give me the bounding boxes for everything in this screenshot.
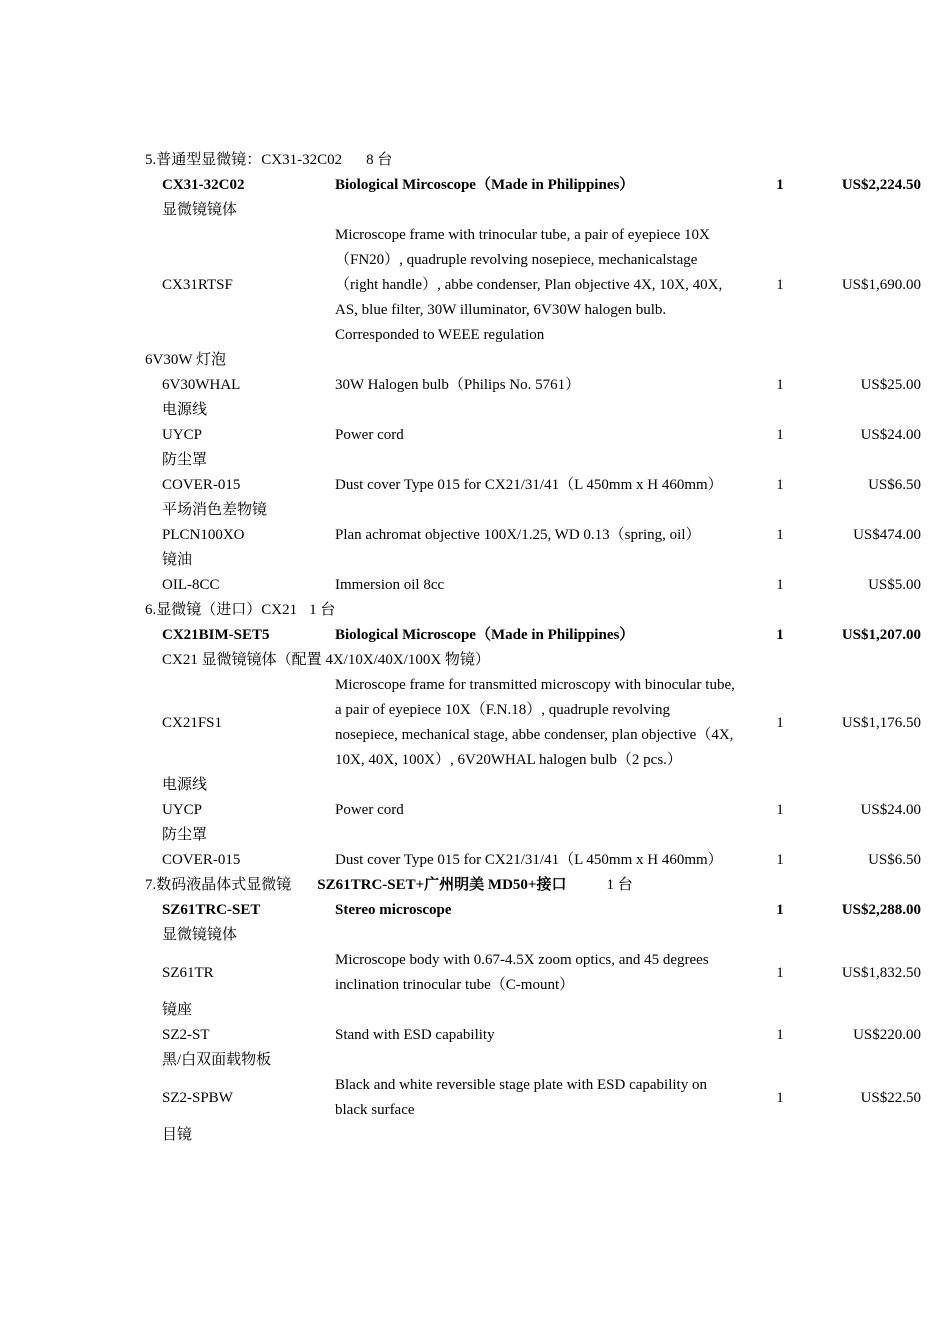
item-row (0, 373, 950, 398)
item-price: US$6.50 (868, 852, 921, 868)
main-item-row (0, 173, 950, 198)
item-row (0, 1073, 950, 1123)
item-cn-label: 显微镜镜体 (162, 927, 238, 943)
item-desc: Microscope frame with trinocular tube, a pair of eyepiece 10X（FN20）, quadruple revolving nosepiece, mechanicalstage（right handle）, abbe condenser, Plan objective 4X, 10X, 40X, AS, blue filter, 30W illuminator, 6V30W halogen bulb. Corresponded to WEEE regulation (335, 227, 723, 343)
item-cn-label: 防尘罩 (162, 452, 208, 468)
item-desc: Biological Mircoscope（Made in Philippines） (335, 177, 635, 193)
item-qty: 1 (776, 477, 784, 493)
item-code: CX21BIM-SET5 (162, 627, 270, 643)
item-desc: Microscope body with 0.67-4.5X zoom optics, and 45 degrees inclination trinocular tube（C-mount） (335, 952, 709, 993)
item-code: SZ61TR (162, 964, 214, 981)
item-qty: 1 (776, 527, 784, 543)
item-code: CX21FS1 (162, 714, 223, 731)
item-code: UYCP (162, 427, 203, 443)
item-code: SZ61TRC-SET (162, 902, 261, 918)
item-code: CX31-32C02 (162, 177, 245, 193)
item-qty: 1 (776, 177, 784, 193)
section-5-heading (0, 148, 950, 173)
item-desc: Dust cover Type 015 for CX21/31/41（L 450mm x H 460mm） (335, 477, 723, 493)
item-row (0, 673, 950, 773)
item-code: UYCP (162, 802, 203, 818)
item-row (0, 223, 950, 348)
item-cn-label: CX21 显微镜镜体（配置 4X/10X/40X/100X 物镜） (162, 652, 490, 668)
item-qty: 1 (776, 277, 784, 293)
item-price: US$5.00 (868, 577, 921, 593)
item-price: US$24.00 (860, 802, 921, 818)
item-row (0, 1023, 950, 1048)
item-desc: Stereo microscope (335, 902, 452, 918)
item-desc: Biological Microscope（Made in Philippines） (335, 627, 635, 643)
item-row (0, 523, 950, 548)
item-price: US$2,224.50 (841, 177, 921, 193)
item-cn-label: 目镜 (162, 1127, 193, 1143)
item-qty: 1 (776, 902, 784, 918)
item-row (0, 473, 950, 498)
item-qty: 1 (776, 964, 784, 981)
item-cn-label: 电源线 (162, 402, 208, 418)
item-price: US$220.00 (853, 1027, 921, 1043)
section-title: 6.显微镜（进口）CX21 (145, 602, 298, 618)
item-cn-label: 平场消色差物镜 (162, 502, 268, 518)
item-cn-label: 显微镜镜体 (162, 202, 238, 218)
item-qty: 1 (776, 427, 784, 443)
main-item-row (0, 623, 950, 648)
item-price: US$1,207.00 (841, 627, 921, 643)
section-7-heading (0, 873, 950, 898)
item-price: US$1,690.00 (841, 277, 921, 293)
item-code: SZ2-ST (162, 1027, 210, 1043)
section-title: 7.数码液晶体式显微镜 (145, 877, 292, 893)
section-title: 5.普通型显微镜：CX31-32C02 (145, 152, 343, 168)
item-qty: 1 (776, 802, 784, 818)
item-cn-label: 黑/白双面载物板 (162, 1052, 272, 1068)
item-price: US$2,288.00 (841, 902, 921, 918)
item-row (0, 423, 950, 448)
item-desc: Power cord (335, 427, 404, 443)
item-code: SZ2-SPBW (162, 1089, 233, 1106)
item-code: OIL-8CC (162, 577, 220, 593)
item-desc: Power cord (335, 802, 404, 818)
item-price: US$1,832.50 (841, 964, 921, 981)
item-price: US$24.00 (860, 427, 921, 443)
item-desc: Stand with ESD capability (335, 1027, 495, 1043)
item-desc: Microscope frame for transmitted microscopy with binocular tube, a pair of eyepiece 10X（F.N.18）, quadruple revolving nosepiece, mechanical stage, abbe condenser, plan objective（4X, 10X, 40X, 100X）, 6V20WHAL halogen bulb（2 pcs.） (335, 677, 735, 768)
item-price: US$22.50 (860, 1089, 921, 1106)
section-qty: 1 台 (606, 877, 633, 893)
item-row (0, 848, 950, 873)
item-code: COVER-015 (162, 477, 241, 493)
item-row (0, 798, 950, 823)
main-item-row (0, 898, 950, 923)
item-qty: 1 (776, 1027, 784, 1043)
item-qty: 1 (776, 714, 784, 731)
item-price: US$6.50 (868, 477, 921, 493)
item-desc: Black and white reversible stage plate with ESD capability on black surface (335, 1077, 707, 1118)
section-6-heading (0, 598, 950, 623)
item-desc: 30W Halogen bulb（Philips No. 5761） (335, 377, 581, 393)
item-code: COVER-015 (162, 852, 241, 868)
item-cn-label: 镜油 (162, 552, 193, 568)
item-cn-label: 镜座 (162, 1002, 193, 1018)
section-qty: 8 台 (366, 152, 393, 168)
section-qty: 1 台 (309, 602, 336, 618)
item-code: 6V30WHAL (162, 377, 241, 393)
item-code: CX31RTSF (162, 277, 233, 293)
item-row (0, 573, 950, 598)
item-qty: 1 (776, 852, 784, 868)
item-price: US$25.00 (860, 377, 921, 393)
item-qty: 1 (776, 1089, 784, 1106)
item-code: PLCN100XO (162, 527, 245, 543)
item-row (0, 948, 950, 998)
price-list-document (0, 148, 950, 1148)
section-model: SZ61TRC-SET+广州明美 MD50+接口 (317, 877, 567, 893)
item-qty: 1 (776, 627, 784, 643)
item-cn-label: 防尘罩 (162, 827, 208, 843)
item-desc: Immersion oil 8cc (335, 577, 445, 593)
item-cn-label: 6V30W 灯泡 (145, 352, 226, 368)
item-cn-label: 电源线 (162, 777, 208, 793)
item-desc: Plan achromat objective 100X/1.25, WD 0.13（spring, oil） (335, 527, 701, 543)
item-price: US$1,176.50 (841, 714, 921, 731)
item-price: US$474.00 (853, 527, 921, 543)
item-qty: 1 (776, 577, 784, 593)
item-desc: Dust cover Type 015 for CX21/31/41（L 450mm x H 460mm） (335, 852, 723, 868)
item-qty: 1 (776, 377, 784, 393)
